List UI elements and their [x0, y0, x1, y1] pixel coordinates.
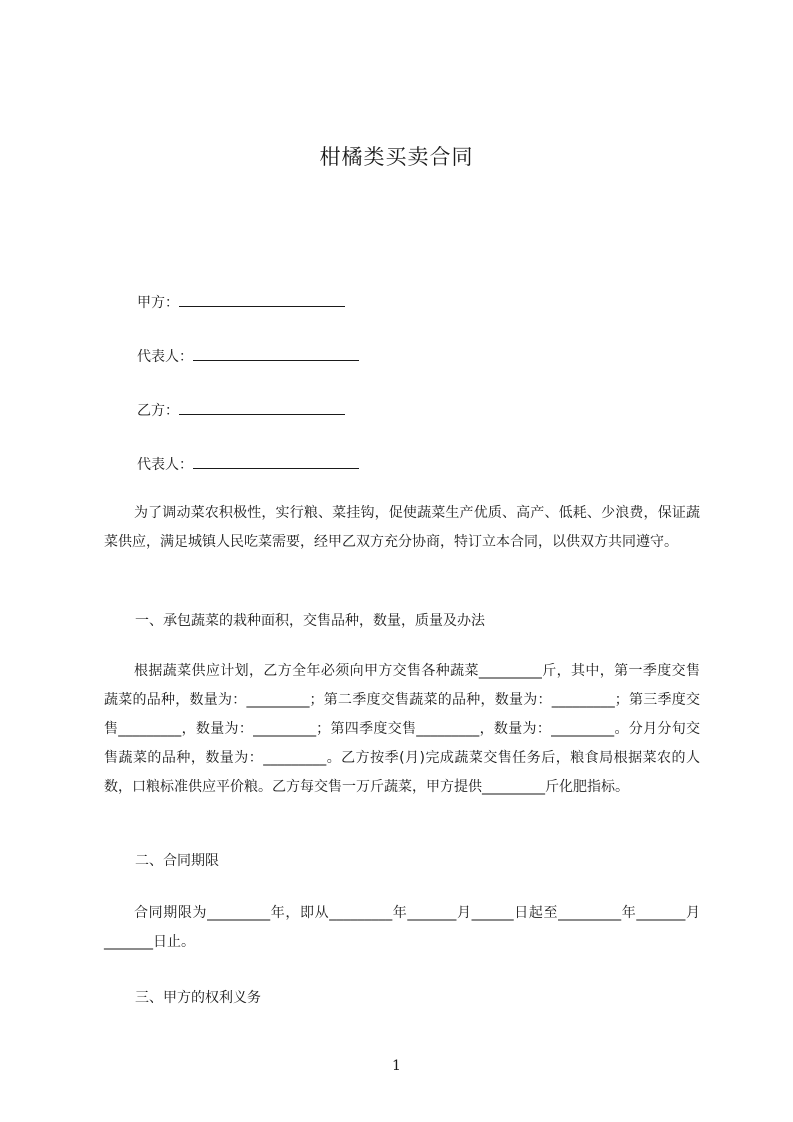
party-a-blank: [179, 292, 345, 307]
section2-paragraph: 合同期限为_________年，即从_________年_______月______日起至_________年_______月_______日止。: [104, 905, 700, 950]
party-b-line: [137, 400, 345, 421]
section2-heading: 二、合同期限: [135, 853, 219, 869]
rep-b-blank: [193, 454, 359, 469]
rep-b-line: [137, 454, 359, 475]
section3-heading: 三、甲方的权利义务: [135, 990, 261, 1006]
party-a-label: 甲方：: [137, 295, 179, 311]
party-b-label: 乙方：: [137, 403, 179, 419]
page-number: 1: [392, 1058, 401, 1074]
rep-a-blank: [193, 346, 359, 361]
section1-paragraph: 根据蔬菜供应计划，乙方全年必须向甲方交售各种蔬菜_________斤，其中，第一季度交售蔬菜的品种，数量为：_________；第二季度交售蔬菜的品种，数量为：_________；第三季度交售_________，数量为：_________；第四季度交售_________，数量为：_________。分月分旬交售蔬菜的品种，数量为：_________。乙方按季(月)完成蔬菜交售任务后，粮食局根据菜农的人数，口粮标准供应平价粮。乙方每交售一万斤蔬菜，甲方提供_________斤化肥指标。: [104, 663, 700, 795]
section1-heading: 一、承包蔬菜的栽种面积，交售品种，数量，质量及办法: [135, 613, 485, 629]
rep-a-line: [137, 346, 359, 367]
rep-a-label: 代表人：: [137, 349, 193, 365]
party-b-blank: [179, 400, 345, 415]
rep-b-label: 代表人：: [137, 457, 193, 473]
document-title: 柑橘类买卖合同: [319, 145, 474, 169]
party-a-line: [137, 292, 345, 313]
intro-paragraph: 为了调动菜农积极性，实行粮、菜挂钩，促使蔬菜生产优质、高产、低耗、少浪费，保证蔬菜供应，满足城镇人民吃菜需要，经甲乙双方充分协商，特订立本合同，以供双方共同遵守。: [104, 505, 700, 550]
